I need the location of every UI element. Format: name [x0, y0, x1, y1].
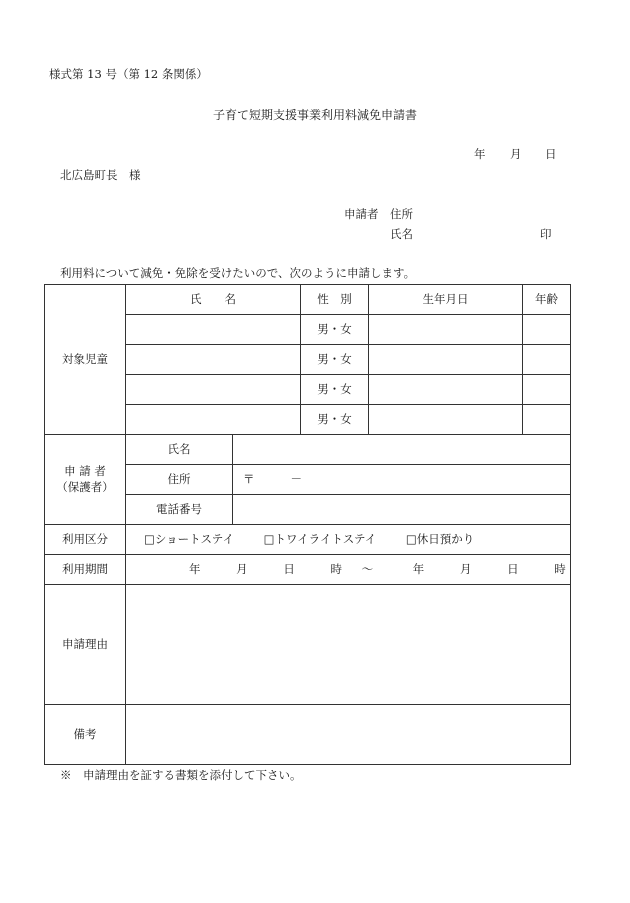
guardian-name-field[interactable] — [233, 435, 571, 465]
child-name-field[interactable] — [126, 315, 301, 345]
period-separator: ～ — [361, 561, 374, 576]
usage-option-twilight-stay[interactable] — [264, 532, 377, 548]
start-hour-label: 時 — [330, 561, 342, 576]
guardian-address-field[interactable] — [233, 465, 571, 495]
remarks-row — [45, 705, 571, 765]
child-gender-field[interactable]: 男・女 — [301, 375, 369, 405]
guardian-name-label: 氏名 — [126, 435, 233, 465]
addressee: 北広島町長 様 — [60, 168, 141, 182]
remarks-field[interactable] — [126, 705, 571, 765]
usage-option-label: 休日預かり — [416, 531, 475, 546]
reason-field[interactable] — [126, 585, 571, 705]
footnote: ※ 申請理由を証する書類を添付して下さい。 — [60, 768, 302, 782]
usage-period-field[interactable] — [126, 555, 571, 585]
guardian-section-label — [45, 435, 126, 525]
child-name-field[interactable] — [126, 405, 301, 435]
date-year-label: 年 — [474, 147, 486, 161]
child-birthdate-field[interactable] — [369, 405, 523, 435]
child-gender-field[interactable]: 男・女 — [301, 405, 369, 435]
child-name-field[interactable] — [126, 345, 301, 375]
usage-option-label: トワイライトステイ — [274, 531, 377, 546]
usage-type-row — [45, 525, 571, 555]
usage-period-label: 利用期間 — [45, 555, 126, 585]
usage-option-label: ショートステイ — [154, 531, 234, 546]
child-age-header: 年齢 — [523, 285, 571, 315]
child-age-field[interactable] — [523, 315, 571, 345]
child-age-field[interactable] — [523, 405, 571, 435]
end-year-label: 年 — [412, 561, 425, 576]
usage-type-options — [126, 525, 571, 555]
child-name-header: 氏 名 — [126, 285, 301, 315]
child-birthdate-field[interactable] — [369, 375, 523, 405]
application-table — [44, 284, 571, 765]
child-birthdate-field[interactable] — [369, 345, 523, 375]
child-header-row — [45, 285, 571, 315]
target-child-label: 対象児童 — [45, 285, 126, 435]
postal-mark: 〒 — [243, 471, 255, 486]
postal-dash: － — [290, 471, 302, 486]
usage-period-row — [45, 555, 571, 585]
child-age-field[interactable] — [523, 345, 571, 375]
intro-text: 利用料について減免・免除を受けたいので、次のように申請します。 — [60, 266, 416, 280]
form-number: 様式第 13 号（第 12 条関係） — [49, 67, 208, 81]
guardian-address-label: 住所 — [126, 465, 233, 495]
date-day-label: 日 — [545, 147, 557, 161]
usage-option-short-stay[interactable] — [144, 532, 234, 548]
start-year-label: 年 — [189, 561, 201, 576]
usage-type-label: 利用区分 — [45, 525, 126, 555]
checkbox-icon[interactable]: □ — [144, 531, 155, 546]
applicant-address-label: 住所 — [390, 207, 413, 221]
child-gender-header: 性 別 — [301, 285, 369, 315]
child-gender-field[interactable]: 男・女 — [301, 345, 369, 375]
applicant-name-label: 氏名 — [390, 227, 413, 241]
applicant-label: 申請者 — [344, 207, 379, 221]
date-month-label: 月 — [510, 147, 522, 161]
end-day-label: 日 — [507, 561, 519, 576]
checkbox-icon[interactable]: □ — [263, 531, 275, 546]
guardian-phone-field[interactable] — [233, 495, 571, 525]
child-gender-field[interactable]: 男・女 — [301, 315, 369, 345]
start-month-label: 月 — [236, 561, 248, 576]
guardian-label-line1: 申 請 者 — [64, 463, 106, 478]
child-name-field[interactable] — [126, 375, 301, 405]
guardian-label-line2: （保護者） — [56, 479, 114, 494]
usage-option-holiday-care[interactable] — [406, 532, 474, 548]
reason-label: 申請理由 — [45, 585, 126, 705]
remarks-label: 備考 — [45, 705, 126, 765]
guardian-phone-label: 電話番号 — [126, 495, 233, 525]
seal-label: 印 — [540, 227, 552, 241]
reason-row — [45, 585, 571, 705]
child-age-field[interactable] — [523, 375, 571, 405]
start-day-label: 日 — [283, 561, 295, 576]
guardian-name-row — [45, 435, 571, 465]
end-hour-label: 時 — [554, 561, 566, 576]
child-birthdate-header: 生年月日 — [369, 285, 523, 315]
form-title: 子育て短期支援事業利用料減免申請書 — [212, 108, 417, 122]
end-month-label: 月 — [459, 561, 472, 576]
checkbox-icon[interactable]: □ — [405, 531, 417, 546]
child-birthdate-field[interactable] — [369, 315, 523, 345]
